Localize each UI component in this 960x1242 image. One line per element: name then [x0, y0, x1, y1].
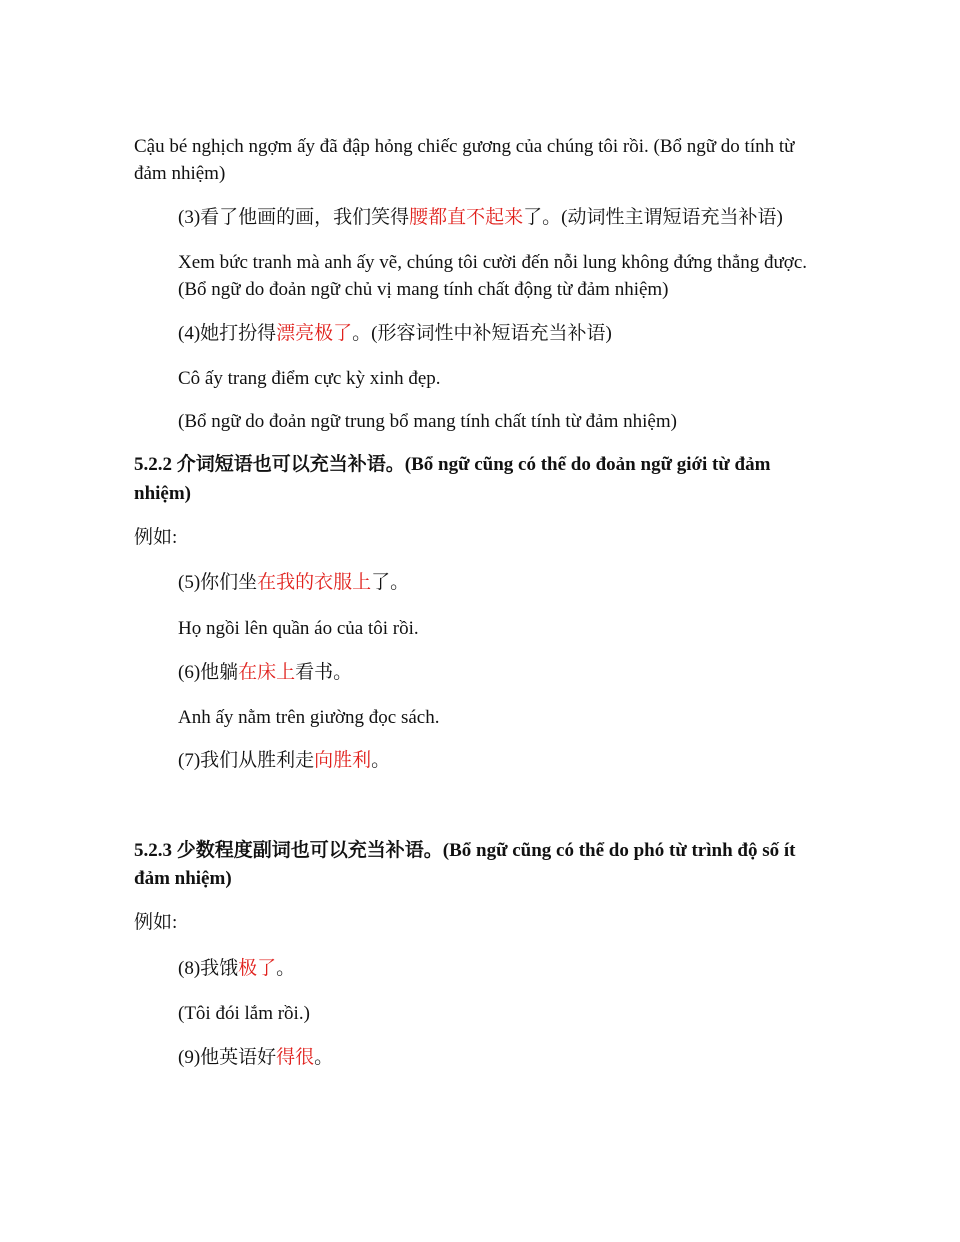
- example-4-prefix: (4)她打扮得: [178, 323, 277, 344]
- example-4-highlight: 漂亮极了: [276, 323, 353, 344]
- example-4-suffix: 。(形容词性中补短语充当补语): [352, 323, 612, 344]
- example-4-translation: Cô ấy trang điểm cực kỳ xinh đẹp.: [178, 368, 441, 389]
- example-8: [178, 956, 295, 982]
- example-6-prefix: (6)他躺: [178, 662, 239, 683]
- example-3: [178, 205, 783, 231]
- example-3-suffix: 了。(动词性主谓短语充当补语): [523, 207, 783, 228]
- example-9-highlight: 得很: [276, 1047, 315, 1068]
- intro-line-1: Cậu bé nghịch ngợm ấy đã đập hỏng chiếc gương của chúng tôi rồi. (Bổ ngữ do tính từ: [134, 136, 795, 157]
- example-8-suffix: 。: [276, 958, 296, 979]
- example-6: [178, 660, 352, 686]
- example-3-prefix: (3)看了他画的画，我们笑得: [178, 207, 410, 228]
- example-3-translation-2: (Bổ ngữ do đoản ngữ chủ vị mang tính chất động từ đảm nhiệm): [178, 279, 669, 300]
- example-6-suffix: 看书。: [295, 662, 353, 683]
- example-8-highlight: 极了: [238, 958, 277, 979]
- example-9-prefix: (9)他英语好: [178, 1047, 277, 1068]
- example-5-highlight: 在我的衣服上: [257, 572, 372, 593]
- section-5-2-2-heading-line-2: nhiệm): [134, 483, 191, 504]
- example-9: [178, 1045, 333, 1071]
- example-6-highlight: 在床上: [238, 662, 296, 683]
- section-5-2-2-example-label: 例如:: [134, 527, 178, 548]
- section-5-2-2-heading-line-1: 5.2.2 介词短语也可以充当补语。(Bổ ngữ cũng có thể do đoản ngữ giới từ đảm: [134, 454, 771, 475]
- example-5-prefix: (5)你们坐: [178, 572, 258, 593]
- section-5-2-3-example-label: 例如:: [134, 912, 178, 933]
- example-7-prefix: (7)我们从胜利走: [178, 750, 315, 771]
- section-5-2-3-heading-line-2: đảm nhiệm): [134, 868, 232, 889]
- example-4: [178, 321, 612, 347]
- example-6-translation: Anh ấy nằm trên giường đọc sách.: [178, 707, 440, 728]
- example-7-highlight: 向胜利: [314, 750, 372, 771]
- example-4-note: (Bổ ngữ do đoản ngữ trung bổ mang tính chất tính từ đảm nhiệm): [178, 411, 677, 432]
- example-3-highlight: 腰都直不起来: [409, 207, 524, 228]
- section-5-2-3-heading-line-1: 5.2.3 少数程度副词也可以充当补语。(Bổ ngữ cũng có thể do phó từ trình độ số ít: [134, 840, 796, 861]
- example-7-suffix: 。: [371, 750, 391, 771]
- example-8-prefix: (8)我饿: [178, 958, 239, 979]
- example-9-suffix: 。: [314, 1047, 334, 1068]
- intro-line-2: đảm nhiệm): [134, 163, 226, 184]
- example-3-translation-1: Xem bức tranh mà anh ấy vẽ, chúng tôi cười đến nỗi lung không đứng thẳng được.: [178, 252, 808, 273]
- example-5-suffix: 了。: [371, 572, 410, 593]
- example-7: [178, 748, 390, 774]
- example-5-translation: Họ ngồi lên quần áo của tôi rồi.: [178, 618, 419, 639]
- example-5: [178, 570, 409, 596]
- example-8-translation: (Tôi đói lắm rồi.): [178, 1003, 310, 1024]
